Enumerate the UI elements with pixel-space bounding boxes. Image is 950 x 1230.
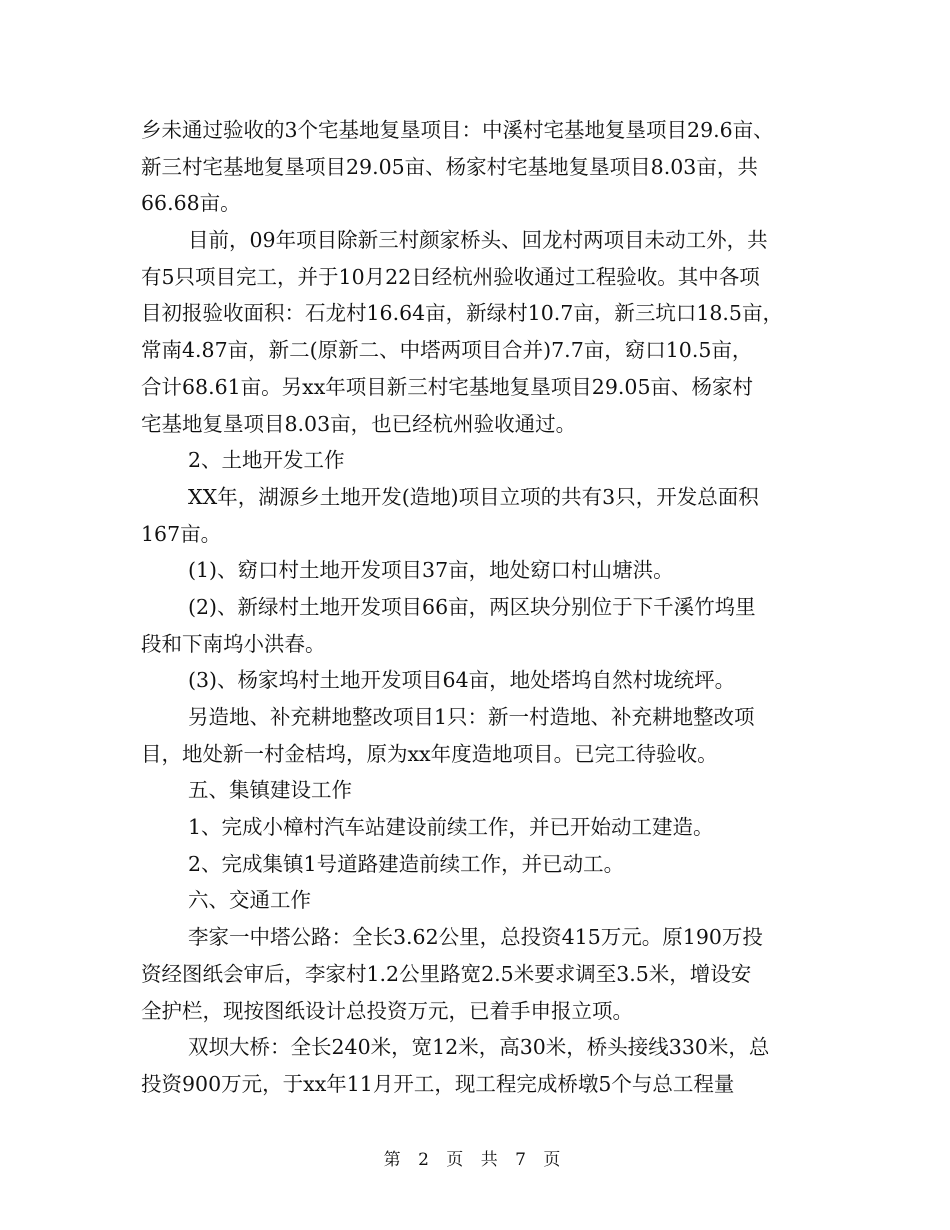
text-line: 目初报验收面积：石龙村16.64亩，新绿村10.7亩，新三坑口18.5亩， — [141, 301, 783, 326]
text-line: 李家一中塔公路：全长3.62公里，总投资415万元。原190万投 — [188, 925, 763, 950]
text-line: 六、交通工作 — [188, 888, 311, 913]
text-line: 乡未通过验收的3个宅基地复垦项目：中溪村宅基地复垦项目29.6亩、 — [141, 118, 774, 142]
text-line: (1)、窈口村土地开发项目37亩，地处窈口村山塘洪。 — [188, 558, 674, 583]
text-line: 1、完成小樟村汽车站建设前续工作，并已开始动工建造。 — [188, 815, 714, 840]
text-line: 资经图纸会审后，李家村1.2公里路宽2.5米要求调至3.5米，增设安 — [141, 961, 752, 986]
text-line: (2)、新绿村土地开发项目66亩，两区块分别位于下千溪竹坞里 — [188, 594, 756, 619]
text-line: 五、集镇建设工作 — [188, 778, 352, 803]
text-line: 投资900万元，于xx年11月开工，现工程完成桥墩5个与总工程量 — [141, 1071, 735, 1096]
text-line: (3)、杨家坞村土地开发项目64亩，地处塔坞自然村垅统坪。 — [188, 668, 736, 693]
text-line: 双坝大桥：全长240米，宽12米，高30米，桥头接线330米，总 — [188, 1035, 770, 1060]
text-line: 新三村宅基地复垦项目29.05亩、杨家村宅基地复垦项目8.03亩，共 — [141, 154, 758, 179]
text-line: 全护栏，现按图纸设计总投资万元，已着手申报立项。 — [141, 998, 633, 1023]
text-line: 有5只项目完工，并于10月22日经杭州验收通过工程验收。其中各项 — [141, 264, 760, 289]
text-line: XX年，湖源乡土地开发(造地)项目立项的共有3只，开发总面积 — [188, 484, 759, 509]
text-line: 另造地、补充耕地整改项目1只：新一村造地、补充耕地整改项 — [188, 705, 755, 729]
text-line: 2、完成集镇1号道路建造前续工作，并已动工。 — [188, 851, 625, 876]
page-footer: 第 2 页 共 7 页 — [383, 1150, 567, 1170]
text-line: 宅基地复垦项目8.03亩，也已经杭州验收通过。 — [141, 411, 577, 436]
text-line: 常南4.87亩，新二(原新二、中塔两项目合并)7.7亩，窈口10.5亩， — [141, 338, 753, 363]
text-line: 167亩。 — [141, 521, 222, 546]
text-line: 合计68.61亩。另xx年项目新三村宅基地复垦项目29.05亩、杨家村 — [141, 374, 753, 399]
text-line: 目，地处新一村金桔坞，原为xx年度造地项目。已完工待验收。 — [141, 741, 718, 766]
text-line: 目前，09年项目除新三村颜家桥头、回龙村两项目未动工外，共 — [188, 228, 768, 253]
document-body — [141, 112, 831, 1103]
text-line: 2、土地开发工作 — [188, 448, 345, 473]
text-line: 66.68亩。 — [141, 191, 241, 216]
text-line: 段和下南坞小洪春。 — [141, 631, 326, 656]
